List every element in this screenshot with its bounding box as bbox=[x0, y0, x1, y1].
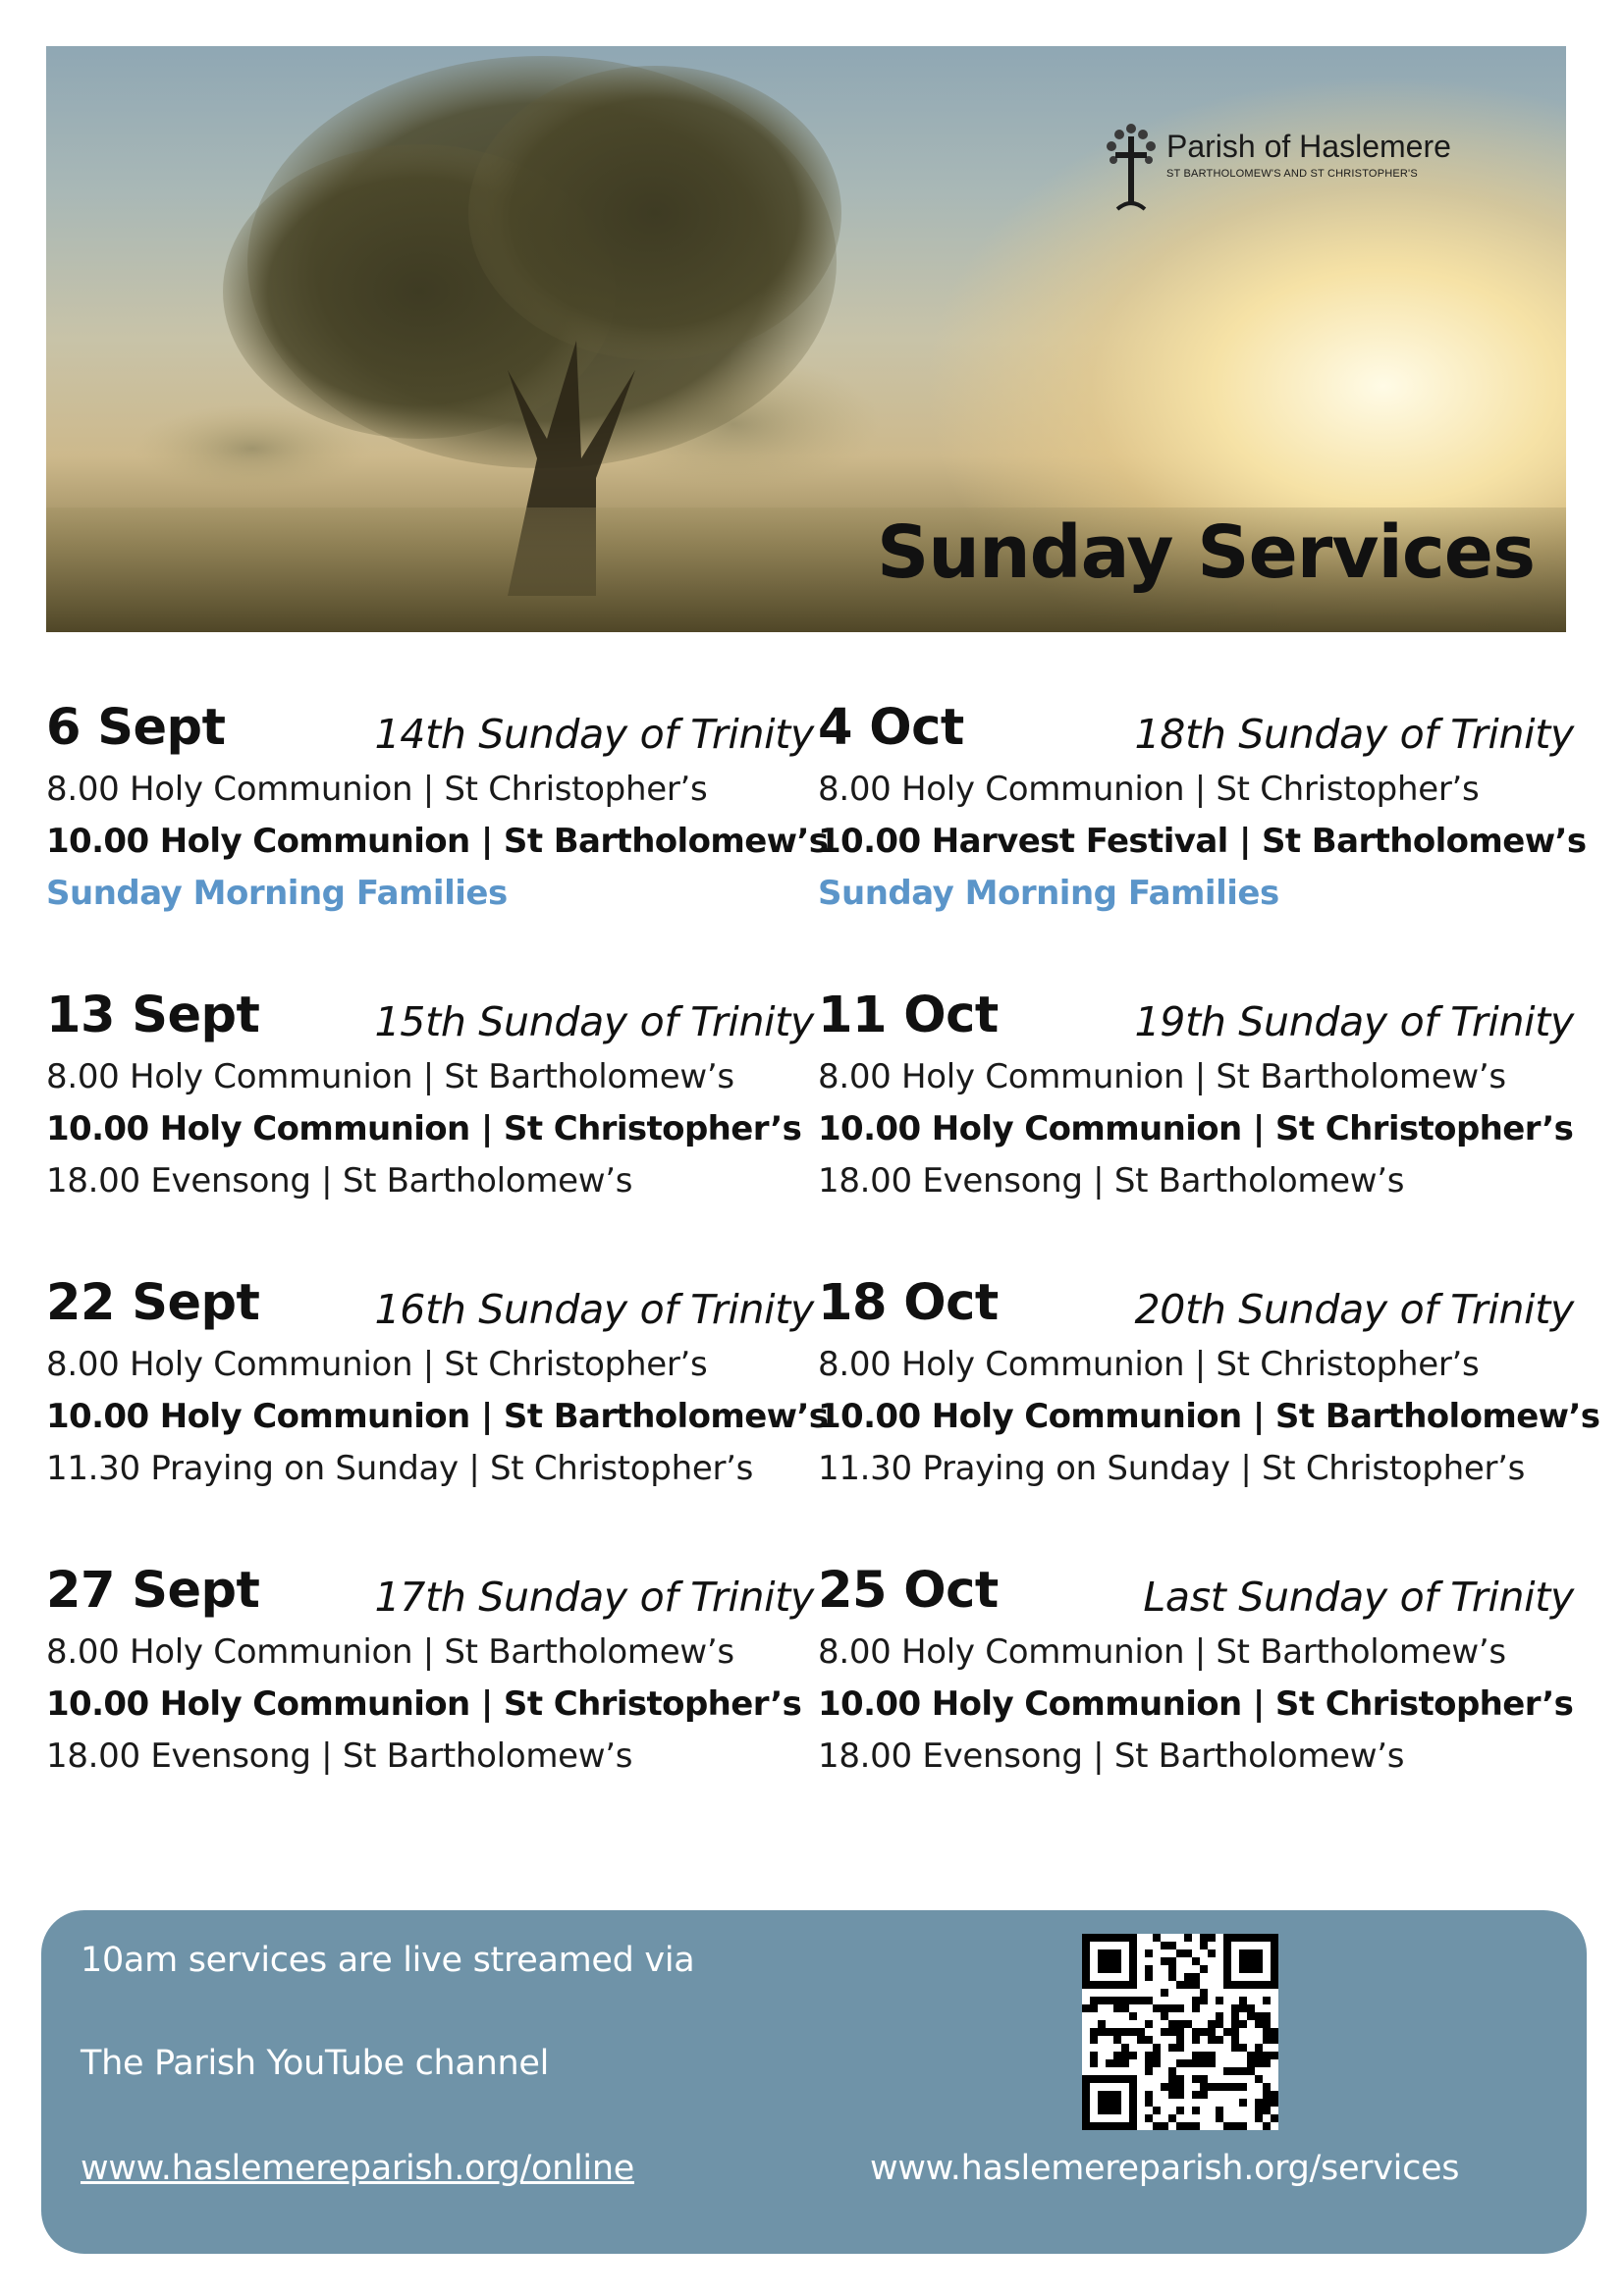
october-column bbox=[818, 699, 1600, 1849]
liturgical-sunday: 15th Sunday of Trinity bbox=[374, 998, 814, 1045]
service-line: 18.00 Evensong | St Bartholomew’s bbox=[818, 1161, 1405, 1201]
cross-tree-icon bbox=[1100, 119, 1163, 217]
service-date: 4 Oct bbox=[818, 699, 964, 757]
service-date: 6 Sept bbox=[46, 699, 226, 757]
service-entry bbox=[46, 699, 829, 987]
entry-header bbox=[818, 699, 1594, 764]
entry-header bbox=[46, 1274, 822, 1339]
service-line: 10.00 Holy Communion | St Christopher’s bbox=[46, 1109, 802, 1148]
liturgical-sunday: 18th Sunday of Trinity bbox=[1134, 711, 1574, 758]
entry-header bbox=[46, 987, 822, 1051]
service-line: 8.00 Holy Communion | St Bartholomew’s bbox=[818, 1057, 1506, 1096]
service-entry bbox=[818, 699, 1594, 987]
liturgical-sunday: Last Sunday of Trinity bbox=[1143, 1574, 1574, 1621]
liturgical-sunday: 19th Sunday of Trinity bbox=[1134, 998, 1574, 1045]
qr-code[interactable] bbox=[1082, 1934, 1278, 2130]
service-line: 10.00 Holy Communion | St Christopher’s bbox=[818, 1109, 1574, 1148]
livestream-footer bbox=[41, 1910, 1587, 2254]
entry-header bbox=[818, 1274, 1594, 1339]
service-line: 8.00 Holy Communion | St Christopher’s bbox=[818, 1345, 1480, 1384]
entry-header bbox=[46, 1562, 822, 1627]
qr-code-icon bbox=[1082, 1934, 1278, 2130]
youtube-channel-text: The Parish YouTube channel bbox=[81, 2044, 550, 2083]
service-entry bbox=[46, 1562, 822, 1849]
service-entry bbox=[818, 987, 1594, 1274]
hero-banner bbox=[46, 46, 1566, 632]
families-note: Sunday Morning Families bbox=[46, 874, 508, 913]
service-line: 11.30 Praying on Sunday | St Christopher’s bbox=[818, 1449, 1526, 1488]
service-line: 8.00 Holy Communion | St Christopher’s bbox=[818, 770, 1480, 809]
liturgical-sunday: 14th Sunday of Trinity bbox=[374, 711, 814, 758]
service-date: 25 Oct bbox=[818, 1562, 999, 1620]
logo-subtitle: ST BARTHOLOMEW'S AND ST CHRISTOPHER'S bbox=[1166, 168, 1418, 180]
service-date: 11 Oct bbox=[818, 987, 999, 1044]
service-line: 11.30 Praying on Sunday | St Christopher’s bbox=[46, 1449, 754, 1488]
page-title: Sunday Services bbox=[877, 510, 1535, 595]
liturgical-sunday: 20th Sunday of Trinity bbox=[1134, 1286, 1574, 1333]
service-line: 10.00 Holy Communion | St Christopher’s bbox=[46, 1684, 802, 1724]
september-column bbox=[46, 699, 829, 1849]
service-date: 13 Sept bbox=[46, 987, 260, 1044]
service-line: 18.00 Evensong | St Bartholomew’s bbox=[46, 1161, 633, 1201]
service-date: 27 Sept bbox=[46, 1562, 260, 1620]
service-line: 8.00 Holy Communion | St Bartholomew’s bbox=[46, 1057, 734, 1096]
service-line: 10.00 Holy Communion | St Bartholomew’s bbox=[818, 1397, 1600, 1436]
service-entry bbox=[818, 1562, 1594, 1849]
service-line: 8.00 Holy Communion | St Bartholomew’s bbox=[818, 1632, 1506, 1672]
service-line: 10.00 Holy Communion | St Bartholomew’s bbox=[46, 1397, 829, 1436]
liturgical-sunday: 16th Sunday of Trinity bbox=[374, 1286, 814, 1333]
entry-header bbox=[46, 699, 822, 764]
service-entry bbox=[46, 987, 822, 1274]
logo-name: Parish of Haslemere bbox=[1166, 129, 1451, 164]
service-date: 18 Oct bbox=[818, 1274, 999, 1332]
online-link[interactable]: www.haslemereparish.org/online bbox=[81, 2149, 634, 2188]
entry-header bbox=[818, 987, 1594, 1051]
livestream-text: 10am services are live streamed via bbox=[81, 1941, 695, 1980]
entry-header bbox=[818, 1562, 1594, 1627]
service-line: 18.00 Evensong | St Bartholomew’s bbox=[818, 1736, 1405, 1776]
service-entry bbox=[818, 1274, 1600, 1562]
service-line: 8.00 Holy Communion | St Christopher’s bbox=[46, 770, 708, 809]
service-line: 10.00 Harvest Festival | St Bartholomew’s bbox=[818, 822, 1587, 861]
services-link[interactable]: www.haslemereparish.org/services bbox=[870, 2149, 1460, 2188]
service-line: 8.00 Holy Communion | St Christopher’s bbox=[46, 1345, 708, 1384]
service-line: 8.00 Holy Communion | St Bartholomew’s bbox=[46, 1632, 734, 1672]
families-note: Sunday Morning Families bbox=[818, 874, 1279, 913]
service-line: 10.00 Holy Communion | St Bartholomew’s bbox=[46, 822, 829, 861]
service-date: 22 Sept bbox=[46, 1274, 260, 1332]
service-entry bbox=[46, 1274, 829, 1562]
parish-logo bbox=[1100, 125, 1532, 213]
service-line: 10.00 Holy Communion | St Christopher’s bbox=[818, 1684, 1574, 1724]
liturgical-sunday: 17th Sunday of Trinity bbox=[374, 1574, 814, 1621]
service-line: 18.00 Evensong | St Bartholomew’s bbox=[46, 1736, 633, 1776]
